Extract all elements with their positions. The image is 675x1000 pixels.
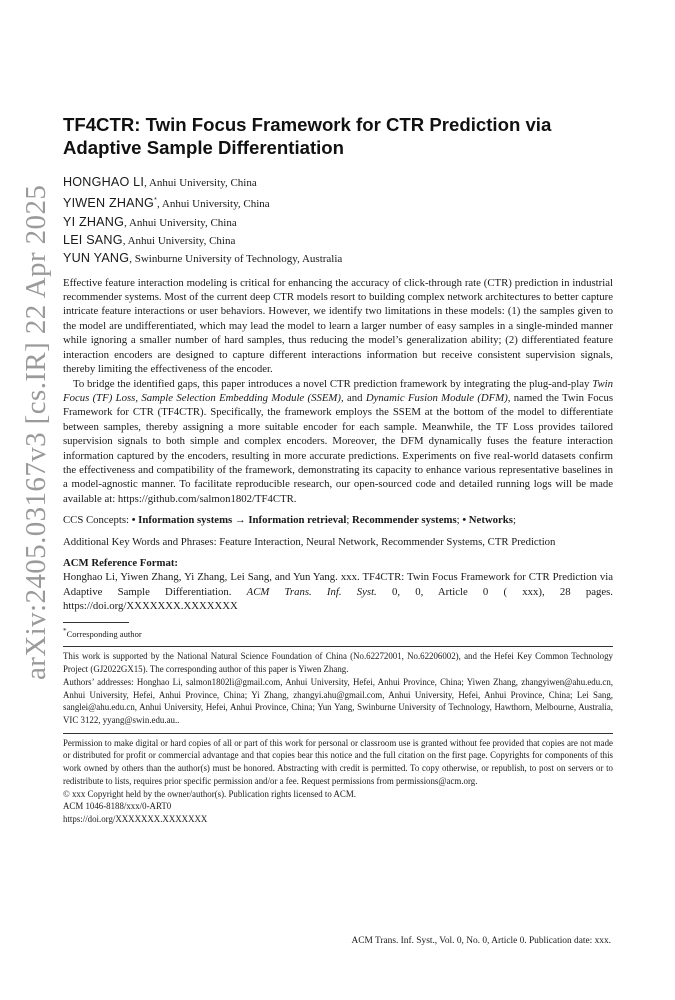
author-affiliation: , Anhui University, China	[122, 235, 236, 248]
ccs-item: Networks	[468, 514, 513, 527]
funding-box	[63, 646, 613, 726]
reference-format	[63, 570, 613, 613]
acm-code: ACM 1046-8188/xxx/0-ART0	[63, 801, 172, 812]
ccs-bullet: •	[131, 514, 139, 527]
footnote-mark: *	[63, 626, 67, 635]
ccs-separator: ;	[346, 514, 353, 527]
abstract-text: , named the Twin Focus Framework for CTR (TF4CTR). Specifically, the framework employs the SSEM at the bottom of the model to differentiate between samples, thereby assigning a more suitable encoder for each sample. Meanwhile, the TF Loss provides tailored supervision signals to both simple and complex encoders. Moreover, the DFM dynamically fuses the feature interaction information captured by the encoders, resulting in more accurate predictions. Experiments on five real-world datasets confirm the effectiveness and compatibility of the framework, demonstrating its capacity to enhance various representative baselines in a model-agnostic manner. To facilitate reproducible research, our open-sourced code and detailed running logs will be made available at: https://github.com/salmon1802/TF4CTR.	[63, 391, 613, 505]
author-entry	[63, 250, 613, 268]
copyright-line: © xxx Copyright held by the owner/author(s). Publication rights licensed to ACM.	[63, 788, 356, 799]
author-affiliation: , Anhui University, China	[124, 216, 237, 229]
author-name-text: YIWEN ZHANG	[63, 196, 155, 211]
keywords: Additional Key Words and Phrases: Feature Interaction, Neural Network, Recommender Systems, CTR Prediction	[63, 535, 556, 548]
abstract-emphasis: Dynamic Fusion Module (DFM)	[365, 391, 508, 404]
abstract-paragraph-2	[63, 377, 613, 507]
footnote	[63, 625, 613, 640]
author-name: LEI SANG	[63, 233, 123, 248]
reference-text: Honghao Li, Yiwen Zhang, Yi Zhang, Lei Sang, and Yun Yang. xxx. TF4CTR: Twin Focus Framework for CTR Prediction via Adaptive Sample Differentiation.	[63, 571, 613, 598]
abstract-emphasis: Twin Focus (TF) Loss, Sample Selection Embedding Module (SSEM),	[63, 377, 613, 404]
author-entry	[63, 192, 613, 213]
footnote-text: Corresponding author	[66, 628, 142, 639]
reference-journal: ACM Trans. Inf. Syst.	[246, 585, 377, 598]
ccs-separator: ;	[456, 514, 463, 527]
reference-text: 0, 0, Article 0 ( xxx), 28 pages. https://doi.org/XXXXXXX.XXXXXXX	[63, 585, 613, 613]
ccs-label: CCS Concepts:	[63, 514, 132, 527]
author-affiliation: , Anhui University, China	[144, 177, 257, 189]
author-affiliation: , Anhui University, China	[157, 198, 270, 211]
abstract-text: and	[343, 391, 366, 404]
author-entry	[63, 214, 613, 232]
author-name: HONGHAO LI	[63, 175, 145, 189]
ccs-end: ;	[512, 514, 516, 527]
author-name: YI ZHANG	[63, 214, 125, 229]
author-name	[63, 196, 157, 210]
ccs-concepts	[63, 513, 613, 527]
author-list	[63, 174, 613, 269]
abstract	[63, 276, 613, 507]
page-footer: ACM Trans. Inf. Syst., Vol. 0, No. 0, Article 0. Publication date: xxx.	[351, 936, 611, 946]
doi-line: https://doi.org/XXXXXXX.XXXXXXX	[63, 813, 208, 824]
ccs-item: Recommender systems	[352, 514, 457, 527]
permission-statement: Permission to make digital or hard copies of all or part of this work for personal or classroom use is granted without fee provided that copies are not made or distributed for profit or commercial advantage and that copies bear this notice and the full citation on the first page. Copyrights for components of this work owned by others than the author(s) must be honored. Abstracting with credit is permitted. To copy otherwise, or republish, to post on servers or to redistribute to lists, requires prior specific permission and/or a fee. Request permissions from permissions@acm.org.	[63, 737, 613, 786]
reference-heading: ACM Reference Format:	[63, 556, 179, 569]
author-entry	[63, 174, 613, 192]
author-affiliation: , Swinburne University of Technology, Australia	[129, 253, 343, 266]
author-name: YUN YANG	[63, 251, 130, 266]
corresponding-mark: *	[154, 197, 157, 205]
ccs-item: Information systems → Information retrieval	[138, 514, 347, 527]
abstract-paragraph-1: Effective feature interaction modeling is critical for enhancing the accuracy of click-through rate (CTR) prediction in industrial recommender systems. Most of the current deep CTR models resort to building complex network architectures to better capture intricate feature interactions or user behaviors. However, we identify two limitations in these models: (1) the samples given to the model are undifferentiated, which may lead the model to learn a larger number of easy samples in a single-minded manner while ignoring a smaller number of hard samples, thus reducing the model’s generalization ability; (2) differentiated feature interaction encoders are designed to capture different interactions information but receive consistent supervision signals, thereby limiting the effectiveness of the encoder.	[63, 276, 613, 376]
paper-title: TF4CTR: Twin Focus Framework for CTR Prediction via Adaptive Sample Differentiation	[63, 114, 552, 158]
author-addresses: Authors’ addresses: Honghao Li, salmon1802li@gmail.com, Anhui University, Hefei, Anhui Province, China; Yiwen Zhang, zhangyiwen@ahu.edu.cn, Anhui University, Hefei, Anhui Province, China; Yi Zhang, zhangyi.ahu@gmail.com, Anhui University, Hefei, Anhui Province, China; Lei Sang, sanglei@ahu.edu.cn, Anhui University, Hefei, Anhui Province, China; Yun Yang, Swinburne University of Technology, Hawthorn, Melbourne, Australia, VIC 3122, yyang@swin.edu.au..	[63, 676, 613, 725]
arxiv-identifier-stamp: arXiv:2405.03167v3 [cs.IR] 22 Apr 2025	[20, 184, 52, 680]
author-entry	[63, 232, 613, 250]
permission-box	[63, 733, 613, 826]
abstract-text: To bridge the identified gaps, this paper introduces a novel CTR prediction framework by integrating the plug-and-play	[73, 377, 593, 390]
funding-statement: This work is supported by the National Natural Science Foundation of China (No.62272001, No.62206002), and the Hefei Key Common Technology Project (GJ2022GX15). The corresponding author of this paper is Yiwen Zhang.	[63, 651, 613, 675]
main-content	[63, 113, 613, 826]
ccs-bullet: •	[462, 514, 469, 527]
footnote-rule	[63, 622, 129, 623]
